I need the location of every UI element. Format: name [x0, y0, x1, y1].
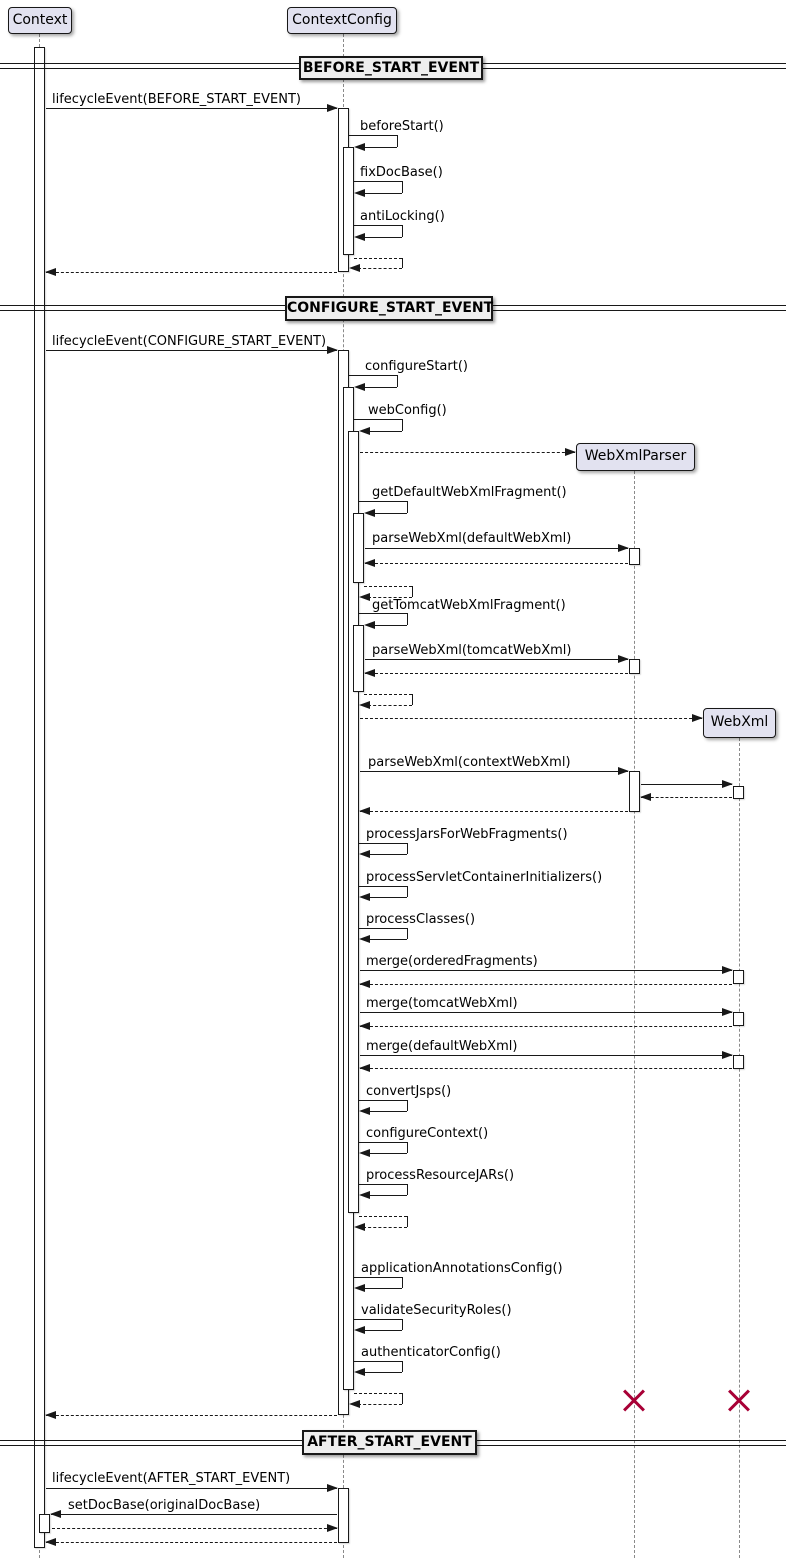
- message-self-side-return-getTomcatWebXml: [412, 694, 413, 705]
- message-return-lifecycle-after-arrowhead: [45, 1538, 56, 1546]
- activation-beforestart-nested: [343, 147, 354, 255]
- message-self-top-getTomcatWebXmlFragment: [359, 613, 407, 614]
- message-label-configureContext: configureContext(): [366, 1126, 489, 1141]
- activation-contextconfig-after: [338, 1488, 349, 1543]
- message-self-top-return-webConfig: [359, 1216, 407, 1217]
- message-self-bottom-return-configureStart: [358, 1404, 402, 1405]
- message-create-webxml-arrowhead: [692, 714, 703, 722]
- message-line-lifecycleEvent-configure: [46, 350, 337, 351]
- message-self-bottom-processClasses: [368, 939, 407, 940]
- message-self-top-validateSecurityRoles: [354, 1319, 402, 1320]
- message-self-top-antiLocking: [354, 225, 402, 226]
- message-label-merge-defaultWebXml: merge(defaultWebXml): [366, 1039, 518, 1054]
- message-merge-orderedFragments-arrowhead: [722, 966, 733, 974]
- message-self-side-antiLocking: [402, 225, 403, 237]
- message-line-return-merge-tomcat: [360, 1026, 732, 1027]
- message-self-side-authenticatorConfig: [402, 1361, 403, 1372]
- message-return-merge-tomcat-arrowhead: [359, 1022, 370, 1030]
- message-label-getTomcatWebXmlFragment: getTomcatWebXmlFragment(): [372, 598, 566, 613]
- message-return-parse-context-arrowhead: [359, 807, 370, 815]
- message-self-bottom-processServletContainerInit: [368, 897, 407, 898]
- message-merge-defaultWebXml-arrowhead: [722, 1051, 733, 1059]
- message-self-side-processServletContainerInit: [407, 886, 408, 897]
- message-label-lifecycleEvent-after: lifecycleEvent(AFTER_START_EVENT): [52, 1471, 291, 1486]
- message-self-bottom-processJarsForWebFragments: [368, 854, 407, 855]
- message-line-return-parse-context: [360, 811, 628, 812]
- message-processResourceJARs-arrowhead: [359, 1191, 370, 1199]
- message-lifecycleEvent-after-arrowhead: [327, 1484, 338, 1492]
- message-self-bottom-fixDocBase: [363, 193, 402, 194]
- message-applicationAnnotationsConfig-arrowhead: [354, 1284, 365, 1292]
- message-self-bottom-return-beforeStart: [358, 268, 402, 269]
- message-self-side-return-webConfig: [407, 1216, 408, 1227]
- message-self-bottom-antiLocking: [363, 237, 402, 238]
- message-self-top-configureContext: [359, 1142, 407, 1143]
- message-parseWebXml-default-arrowhead: [618, 544, 629, 552]
- message-return-lifecycle-configure-arrowhead: [45, 1411, 56, 1419]
- message-line-return-merge-default: [360, 1068, 732, 1069]
- participant-box-context: Context: [8, 7, 72, 34]
- divider-label-configure-start-event: CONFIGURE_START_EVENT: [285, 296, 493, 321]
- message-return-lifecycle-before-arrowhead: [45, 268, 56, 276]
- message-self-side-processClasses: [407, 928, 408, 939]
- message-return-configureStart-arrowhead: [349, 1400, 360, 1408]
- message-return-parse-tomcat-arrowhead: [364, 669, 375, 677]
- message-return-parse-default-arrowhead: [364, 559, 375, 567]
- message-self-top-processResourceJARs: [359, 1184, 407, 1185]
- message-processClasses-arrowhead: [359, 935, 370, 943]
- message-webxml-to-parser-return-arrowhead: [640, 793, 651, 801]
- message-self-top-processJarsForWebFragments: [359, 843, 407, 844]
- message-processJarsForWebFragments-arrowhead: [359, 850, 370, 858]
- message-line-create-webxmlparser: [360, 452, 575, 453]
- message-label-beforeStart: beforeStart(): [360, 119, 444, 134]
- message-return-merge-default-arrowhead: [359, 1064, 370, 1072]
- message-fixDocBase-arrowhead: [354, 189, 365, 197]
- message-line-setDocBase: [51, 1514, 337, 1515]
- message-line-return-parse-tomcat: [365, 673, 628, 674]
- message-self-top-return-getTomcatWebXml: [364, 694, 412, 695]
- message-self-side-configureContext: [407, 1142, 408, 1153]
- message-line-parseWebXml-context: [360, 771, 628, 772]
- message-label-setDocBase: setDocBase(originalDocBase): [68, 1498, 261, 1513]
- message-label-antiLocking: antiLocking(): [360, 209, 445, 224]
- message-self-bottom-return-getTomcatWebXml: [368, 705, 412, 706]
- message-self-bottom-getTomcatWebXmlFragment: [373, 625, 407, 626]
- message-line-return-merge-ordered: [360, 984, 732, 985]
- message-line-parseWebXml-default: [365, 548, 628, 549]
- message-label-applicationAnnotationsConfig: applicationAnnotationsConfig(): [361, 1261, 563, 1276]
- message-self-side-validateSecurityRoles: [402, 1319, 403, 1330]
- message-convertJsps-arrowhead: [359, 1107, 370, 1115]
- message-self-top-convertJsps: [359, 1100, 407, 1101]
- message-label-processServletContainerInit: processServletContainerInitializers(): [366, 870, 603, 885]
- activation-webxmlparser-parse-default: [629, 548, 640, 565]
- message-configureContext-arrowhead: [359, 1149, 370, 1157]
- message-self-top-processClasses: [359, 928, 407, 929]
- message-self-bottom-configureContext: [368, 1153, 407, 1154]
- activation-webxmlparser-parse-tomcat: [629, 659, 640, 674]
- message-label-authenticatorConfig: authenticatorConfig(): [361, 1345, 501, 1360]
- message-self-bottom-return-webConfig: [363, 1227, 407, 1228]
- message-line-lifecycleEvent-before: [46, 108, 337, 109]
- activation-context-setdocbase: [39, 1514, 50, 1533]
- message-line-merge-tomcatWebXml: [360, 1012, 732, 1013]
- message-line-webxml-to-parser-return: [641, 797, 732, 798]
- message-lifecycleEvent-before-arrowhead: [327, 104, 338, 112]
- message-antiLocking-arrowhead: [354, 233, 365, 241]
- message-return-getTomcatWebXml-arrowhead: [359, 701, 370, 709]
- message-return-webConfig-arrowhead: [354, 1223, 365, 1231]
- participant-box-webxml: WebXml: [703, 708, 776, 738]
- message-line-merge-orderedFragments: [360, 970, 732, 971]
- message-self-bottom-beforeStart: [363, 147, 397, 148]
- message-label-processClasses: processClasses(): [366, 912, 476, 927]
- message-self-bottom-configureStart: [363, 387, 397, 388]
- message-line-return-setDocBase: [52, 1528, 337, 1529]
- message-label-lifecycleEvent-before: lifecycleEvent(BEFORE_START_EVENT): [52, 92, 301, 107]
- message-label-processJarsForWebFragments: processJarsForWebFragments(): [366, 827, 568, 842]
- activation-getdefaultwebxml-nested: [353, 513, 364, 583]
- message-self-side-applicationAnnotationsConfig: [402, 1277, 403, 1288]
- message-self-side-processJarsForWebFragments: [407, 843, 408, 854]
- divider-label-after-start-event: AFTER_START_EVENT: [302, 1430, 477, 1455]
- activation-context-main: [34, 47, 45, 1548]
- message-self-top-return-getDefaultWebXml: [364, 586, 412, 587]
- message-configureStart-arrowhead: [354, 383, 365, 391]
- message-self-top-return-configureStart: [354, 1393, 402, 1394]
- message-self-side-processResourceJARs: [407, 1184, 408, 1195]
- message-label-convertJsps: convertJsps(): [366, 1084, 452, 1099]
- message-self-side-return-configureStart: [402, 1393, 403, 1404]
- message-line-return-lifecycle-after: [46, 1542, 337, 1543]
- message-self-bottom-webConfig: [368, 431, 402, 432]
- message-self-side-getDefaultWebXmlFragment: [407, 501, 408, 513]
- message-line-parseWebXml-tomcat: [365, 659, 628, 660]
- message-line-lifecycleEvent-after: [46, 1488, 337, 1489]
- message-self-side-configureStart: [397, 375, 398, 387]
- message-parseWebXml-tomcat-arrowhead: [618, 655, 629, 663]
- message-label-lifecycleEvent-configure: lifecycleEvent(CONFIGURE_START_EVENT): [52, 334, 327, 349]
- activation-webxmlparser-parse-context: [629, 771, 640, 812]
- message-self-bottom-processResourceJARs: [368, 1195, 407, 1196]
- message-create-webxmlparser-arrowhead: [565, 448, 576, 456]
- message-self-side-getTomcatWebXmlFragment: [407, 613, 408, 625]
- message-getDefaultWebXmlFragment-arrowhead: [364, 509, 375, 517]
- message-return-merge-ordered-arrowhead: [359, 980, 370, 988]
- message-parser-to-webxml-arrowhead: [722, 780, 733, 788]
- message-processServletContainerInit-arrowhead: [359, 893, 370, 901]
- participant-box-contextconfig: ContextConfig: [287, 7, 397, 34]
- message-webConfig-arrowhead: [359, 427, 370, 435]
- message-self-side-convertJsps: [407, 1100, 408, 1111]
- participant-box-webxmlparser: WebXmlParser: [576, 443, 695, 471]
- message-setDocBase-arrowhead: [50, 1510, 61, 1518]
- message-return-setDocBase-arrowhead: [327, 1524, 338, 1532]
- message-self-bottom-validateSecurityRoles: [363, 1330, 402, 1331]
- message-self-bottom-applicationAnnotationsConfig: [363, 1288, 402, 1289]
- message-line-create-webxml: [360, 718, 702, 719]
- message-self-side-webConfig: [402, 419, 403, 431]
- lifeline-webxml: [739, 738, 740, 1558]
- activation-webxml-parse-context: [733, 786, 744, 799]
- message-self-top-getDefaultWebXmlFragment: [359, 501, 407, 502]
- message-label-parseWebXml-tomcat: parseWebXml(tomcatWebXml): [372, 643, 572, 658]
- message-line-return-parse-default: [365, 563, 628, 564]
- message-self-bottom-authenticatorConfig: [363, 1372, 402, 1373]
- message-self-side-beforeStart: [397, 135, 398, 147]
- message-self-top-webConfig: [354, 419, 402, 420]
- activation-gettomcatwebxml-nested: [353, 625, 364, 692]
- message-line-return-lifecycle-configure: [46, 1415, 337, 1416]
- message-parseWebXml-context-arrowhead: [618, 767, 629, 775]
- message-label-webConfig: webConfig(): [368, 403, 447, 418]
- message-self-side-return-getDefaultWebXml: [412, 586, 413, 597]
- message-label-merge-tomcatWebXml: merge(tomcatWebXml): [366, 996, 518, 1011]
- message-line-parser-to-webxml: [641, 784, 732, 785]
- message-merge-tomcatWebXml-arrowhead: [722, 1008, 733, 1016]
- message-self-side-fixDocBase: [402, 181, 403, 193]
- message-line-merge-defaultWebXml: [360, 1055, 732, 1056]
- message-label-parseWebXml-default: parseWebXml(defaultWebXml): [372, 531, 572, 546]
- message-self-top-applicationAnnotationsConfig: [354, 1277, 402, 1278]
- message-self-side-return-beforeStart: [402, 258, 403, 268]
- divider-label-before-start-event: BEFORE_START_EVENT: [299, 56, 483, 80]
- message-label-processResourceJARs: processResourceJARs(): [366, 1168, 515, 1183]
- message-label-configureStart: configureStart(): [365, 359, 468, 374]
- message-validateSecurityRoles-arrowhead: [354, 1326, 365, 1334]
- message-label-validateSecurityRoles: validateSecurityRoles(): [361, 1303, 512, 1318]
- lifeline-webxmlparser: [634, 471, 635, 1558]
- message-self-bottom-convertJsps: [368, 1111, 407, 1112]
- message-getTomcatWebXmlFragment-arrowhead: [364, 621, 375, 629]
- message-self-top-processServletContainerInit: [359, 886, 407, 887]
- message-line-return-lifecycle-before: [46, 272, 337, 273]
- message-self-bottom-getDefaultWebXmlFragment: [373, 513, 407, 514]
- message-authenticatorConfig-arrowhead: [354, 1368, 365, 1376]
- activation-webxml-merge-tomcat: [733, 1012, 744, 1026]
- message-lifecycleEvent-configure-arrowhead: [327, 346, 338, 354]
- message-self-top-configureStart: [349, 375, 397, 376]
- message-self-top-fixDocBase: [354, 181, 402, 182]
- message-label-merge-orderedFragments: merge(orderedFragments): [366, 954, 538, 969]
- message-return-getDefaultWebXml-arrowhead: [359, 593, 370, 601]
- message-self-top-authenticatorConfig: [354, 1361, 402, 1362]
- message-label-fixDocBase: fixDocBase(): [360, 165, 443, 180]
- activation-webxml-merge-ordered: [733, 970, 744, 984]
- message-self-top-return-beforeStart: [354, 258, 402, 259]
- activation-webxml-merge-default: [733, 1055, 744, 1069]
- message-self-top-beforeStart: [349, 135, 397, 136]
- message-label-parseWebXml-context: parseWebXml(contextWebXml): [368, 755, 571, 770]
- message-return-beforeStart-arrowhead: [349, 264, 360, 272]
- message-beforeStart-arrowhead: [354, 143, 365, 151]
- message-label-getDefaultWebXmlFragment: getDefaultWebXmlFragment(): [372, 485, 567, 500]
